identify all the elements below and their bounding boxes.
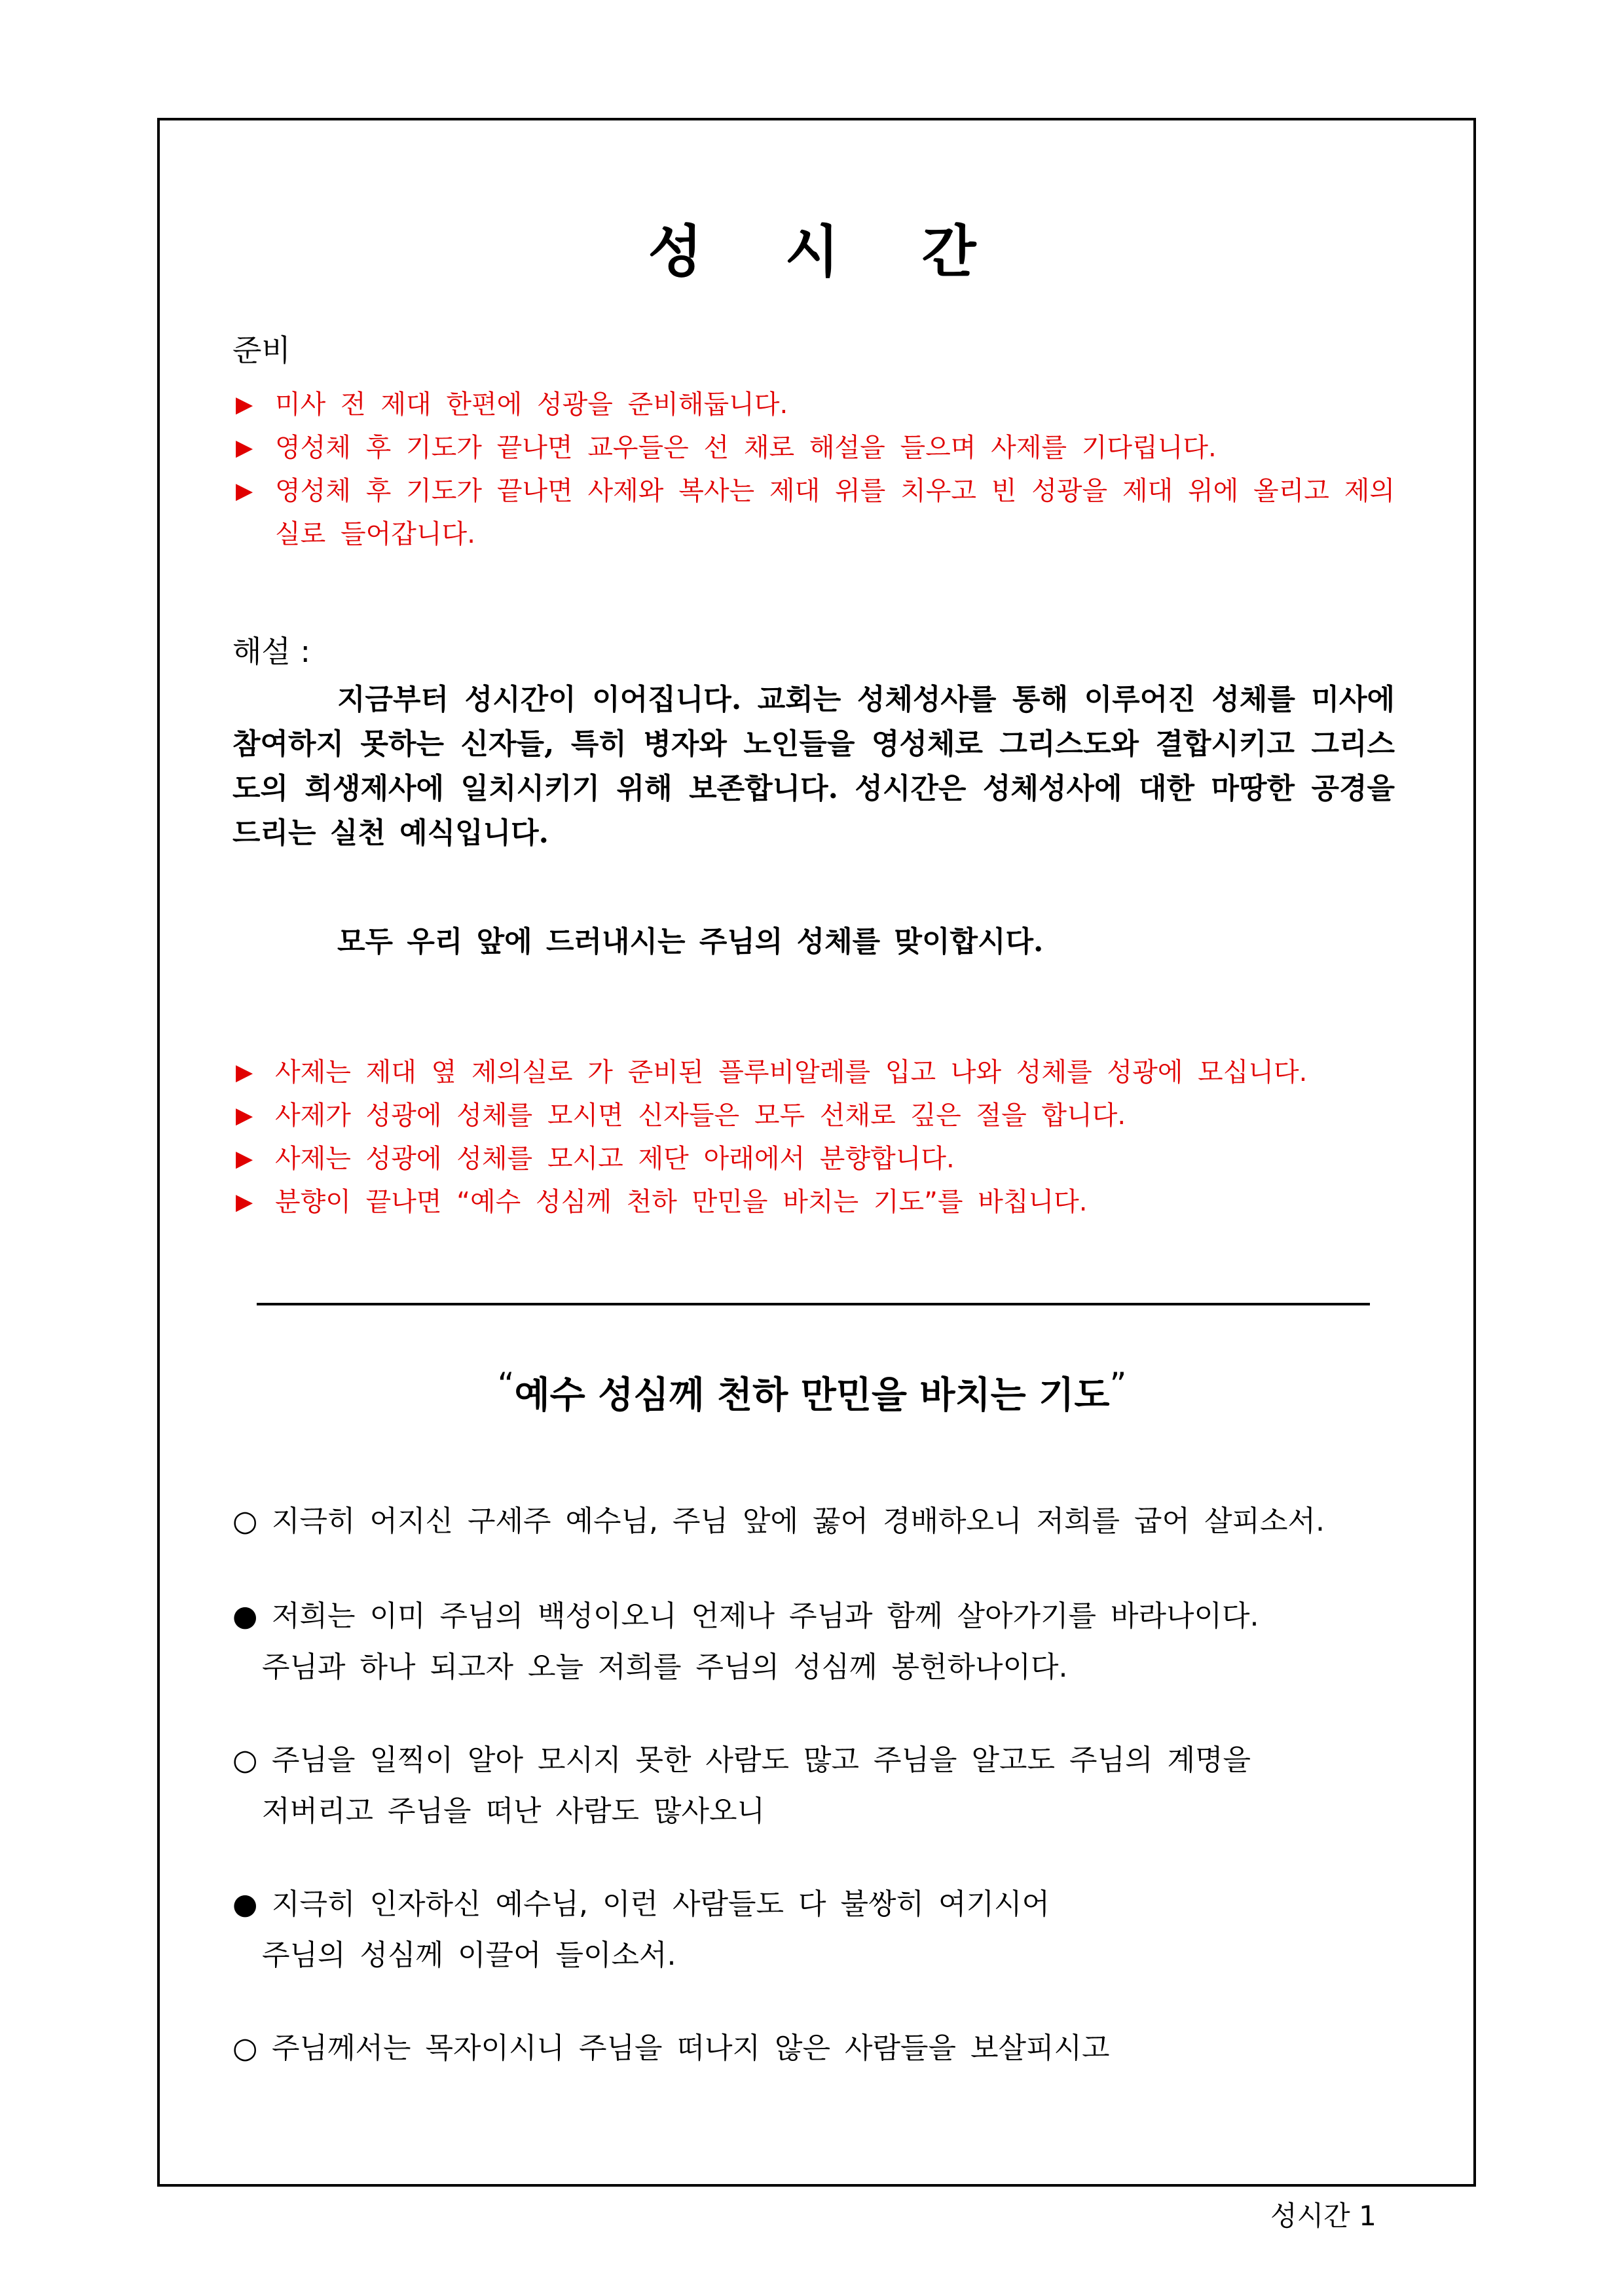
list-item: ▶ 분향이 끝나면 “예수 성심께 천하 만민을 바치는 기도”를 바칩니다. [236, 1180, 1395, 1224]
prayer-line: ● 지극히 인자하신 예수님, 이런 사람들도 다 불쌍히 여기시어 주님의 성심께 이끌어 들이소서. [232, 1879, 1411, 1981]
list-item: ▶ 미사 전 제대 한편에 성광을 준비해둡니다. [236, 383, 1395, 426]
list-item: ▶ 사제는 성광에 성체를 모시고 제단 아래에서 분향합니다. [236, 1137, 1395, 1180]
prayer-title: “예수 성심께 천하 만민을 바치는 기도” [497, 1366, 1127, 1417]
section-divider [257, 1303, 1370, 1305]
triangle-right-icon: ▶ [236, 435, 253, 461]
triangle-right-icon: ▶ [236, 478, 253, 504]
page-footer: 성시간 1 [1270, 2200, 1376, 2232]
prayer-line: ○ 지극히 어지신 구세주 예수님, 주님 앞에 꿇어 경배하오니 저희를 굽어 살피소서. [232, 1496, 1411, 1547]
prayer-line: ○ 주님을 일찍이 알아 모시지 못한 사람도 많고 주님을 알고도 주님의 계명을 저버리고 주님을 떠난 사람도 많사오니 [232, 1735, 1411, 1837]
list-item: ▶ 사제는 제대 옆 제의실로 가 준비된 플루비알레를 입고 나와 성체를 성광에 모십니다. [236, 1051, 1395, 1094]
hollow-circle-icon: ○ [232, 2032, 258, 2065]
narration-invitation: 모두 우리 앞에 드러내시는 주님의 성체를 맞이합시다. [337, 925, 1044, 958]
triangle-right-icon: ▶ [236, 1059, 253, 1085]
triangle-right-icon: ▶ [236, 1189, 253, 1215]
filled-circle-icon: ● [232, 1887, 258, 1921]
prayer-line: ○ 주님께서는 목자이시니 주님을 떠나지 않은 사람들을 보살피시고 [232, 2023, 1411, 2074]
hollow-circle-icon: ○ [232, 1504, 258, 1538]
list-item: ▶ 사제가 성광에 성체를 모시면 신자들은 모두 선채로 깊은 절을 합니다. [236, 1094, 1395, 1137]
triangle-right-icon: ▶ [236, 1102, 253, 1129]
filled-circle-icon: ● [232, 1599, 258, 1633]
rubric-list [236, 1051, 1395, 1224]
prep-label: 준비 [232, 333, 291, 368]
list-item: ▶ 영성체 후 기도가 끝나면 사제와 복사는 제대 위를 치우고 빈 성광을 제대 위에 올리고 제의실로 들어갑니다. [236, 469, 1395, 556]
triangle-right-icon: ▶ [236, 1146, 253, 1172]
list-item: ▶ 영성체 후 기도가 끝나면 교우들은 선 채로 해설을 들으며 사제를 기다립니다. [236, 426, 1395, 469]
prep-list [236, 383, 1395, 556]
prayer-line: ● 저희는 이미 주님의 백성이오니 언제나 주님과 함께 살아가기를 바라나이다. 주님과 하나 되고자 오늘 저희를 주님의 성심께 봉헌하나이다. [232, 1591, 1411, 1693]
triangle-right-icon: ▶ [236, 392, 253, 418]
narration-paragraph: 지금부터 성시간이 이어집니다. 교회는 성체성사를 통해 이루어진 성체를 미사에 참여하지 못하는 신자들, 특히 병자와 노인들을 영성체로 그리스도와 결합시키고 그리스도의 희생제사에 일치시키기 위해 보존합니다. 성시간은 성체성사에 대한 마땅한 공경을 드리는 실천 예식입니다. [232, 683, 1395, 850]
page-title: 성 시 간 [648, 219, 1008, 285]
narration-label: 해설 : [232, 634, 310, 669]
hollow-circle-icon: ○ [232, 1743, 258, 1777]
